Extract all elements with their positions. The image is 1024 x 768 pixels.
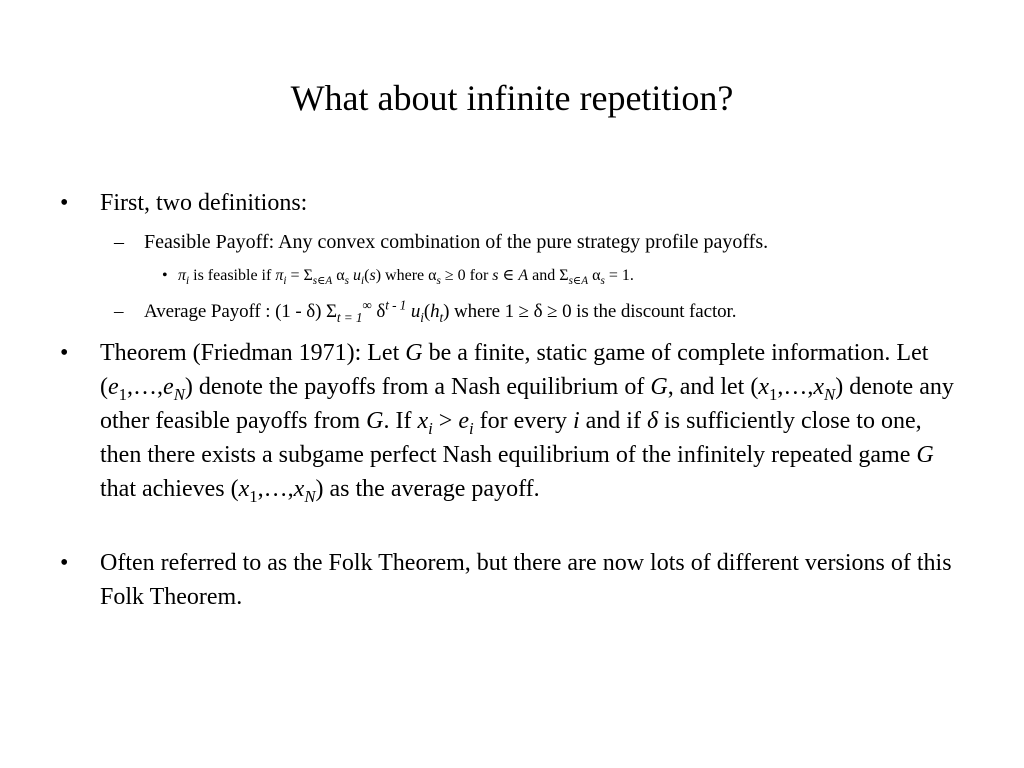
bullet-mark: •: [162, 267, 168, 284]
bullet-first-definitions: [0, 186, 960, 220]
subsubbullet-feasible-formula: [0, 264, 634, 288]
folk-theorem-text: Often referred to as the Folk Theorem, but there are now lots of different versions of this Folk Theorem.: [100, 550, 952, 610]
dash-mark: –: [114, 301, 124, 322]
slide-title: What about infinite repetition?: [290, 78, 734, 118]
subbullet-average-payoff: [0, 298, 736, 326]
average-payoff-text: Average Payoff : (1 - δ) $\Sigma_{t = 1}^\infty$ $\delta^{t - 1}$ $u_i(h_t)$ where 1 ≥ δ ≥ 0 is the discount factor.: [144, 297, 737, 325]
subbullet-text: Feasible Payoff: Any convex combination of the pure strategy profile payoffs.: [144, 231, 769, 253]
theorem-text: Theorem (Friedman 1971): Let G be a finite, static game of complete information. Let $(e_1,\dots,e_N)$ denote the payoffs from a Nash equilibrium of G, and let $(x_1,\dots,x_N)$ denote any other feasible payoffs from G. If $x_i > e_i$ for every i and if δ is sufficiently close to one, then there exists a subgame perfect Nash equilibrium of the infinitely repeated game G that achieves $(x_1,\dots,x_N)$ as the average payoff.: [100, 340, 954, 506]
bullet-text: First, two definitions:: [100, 190, 308, 216]
bullet-theorem: [0, 336, 960, 506]
formula-text: $\pi_i$ is feasible if $\pi_i = \Sigma_{s\in A}$ $\alpha_s$ $u_i(s)$ where $\alpha_s \ge 0$ for s ∈ A and $\Sigma_{s\in A}$ $\alpha_s = 1$.: [178, 267, 634, 288]
bullet-mark: •: [60, 190, 69, 216]
bullet-folk-theorem: [0, 546, 960, 614]
dash-mark: –: [114, 231, 124, 253]
bullet-mark: •: [60, 340, 69, 366]
subbullet-feasible-payoff: [0, 228, 768, 256]
bullet-mark: •: [60, 550, 69, 576]
